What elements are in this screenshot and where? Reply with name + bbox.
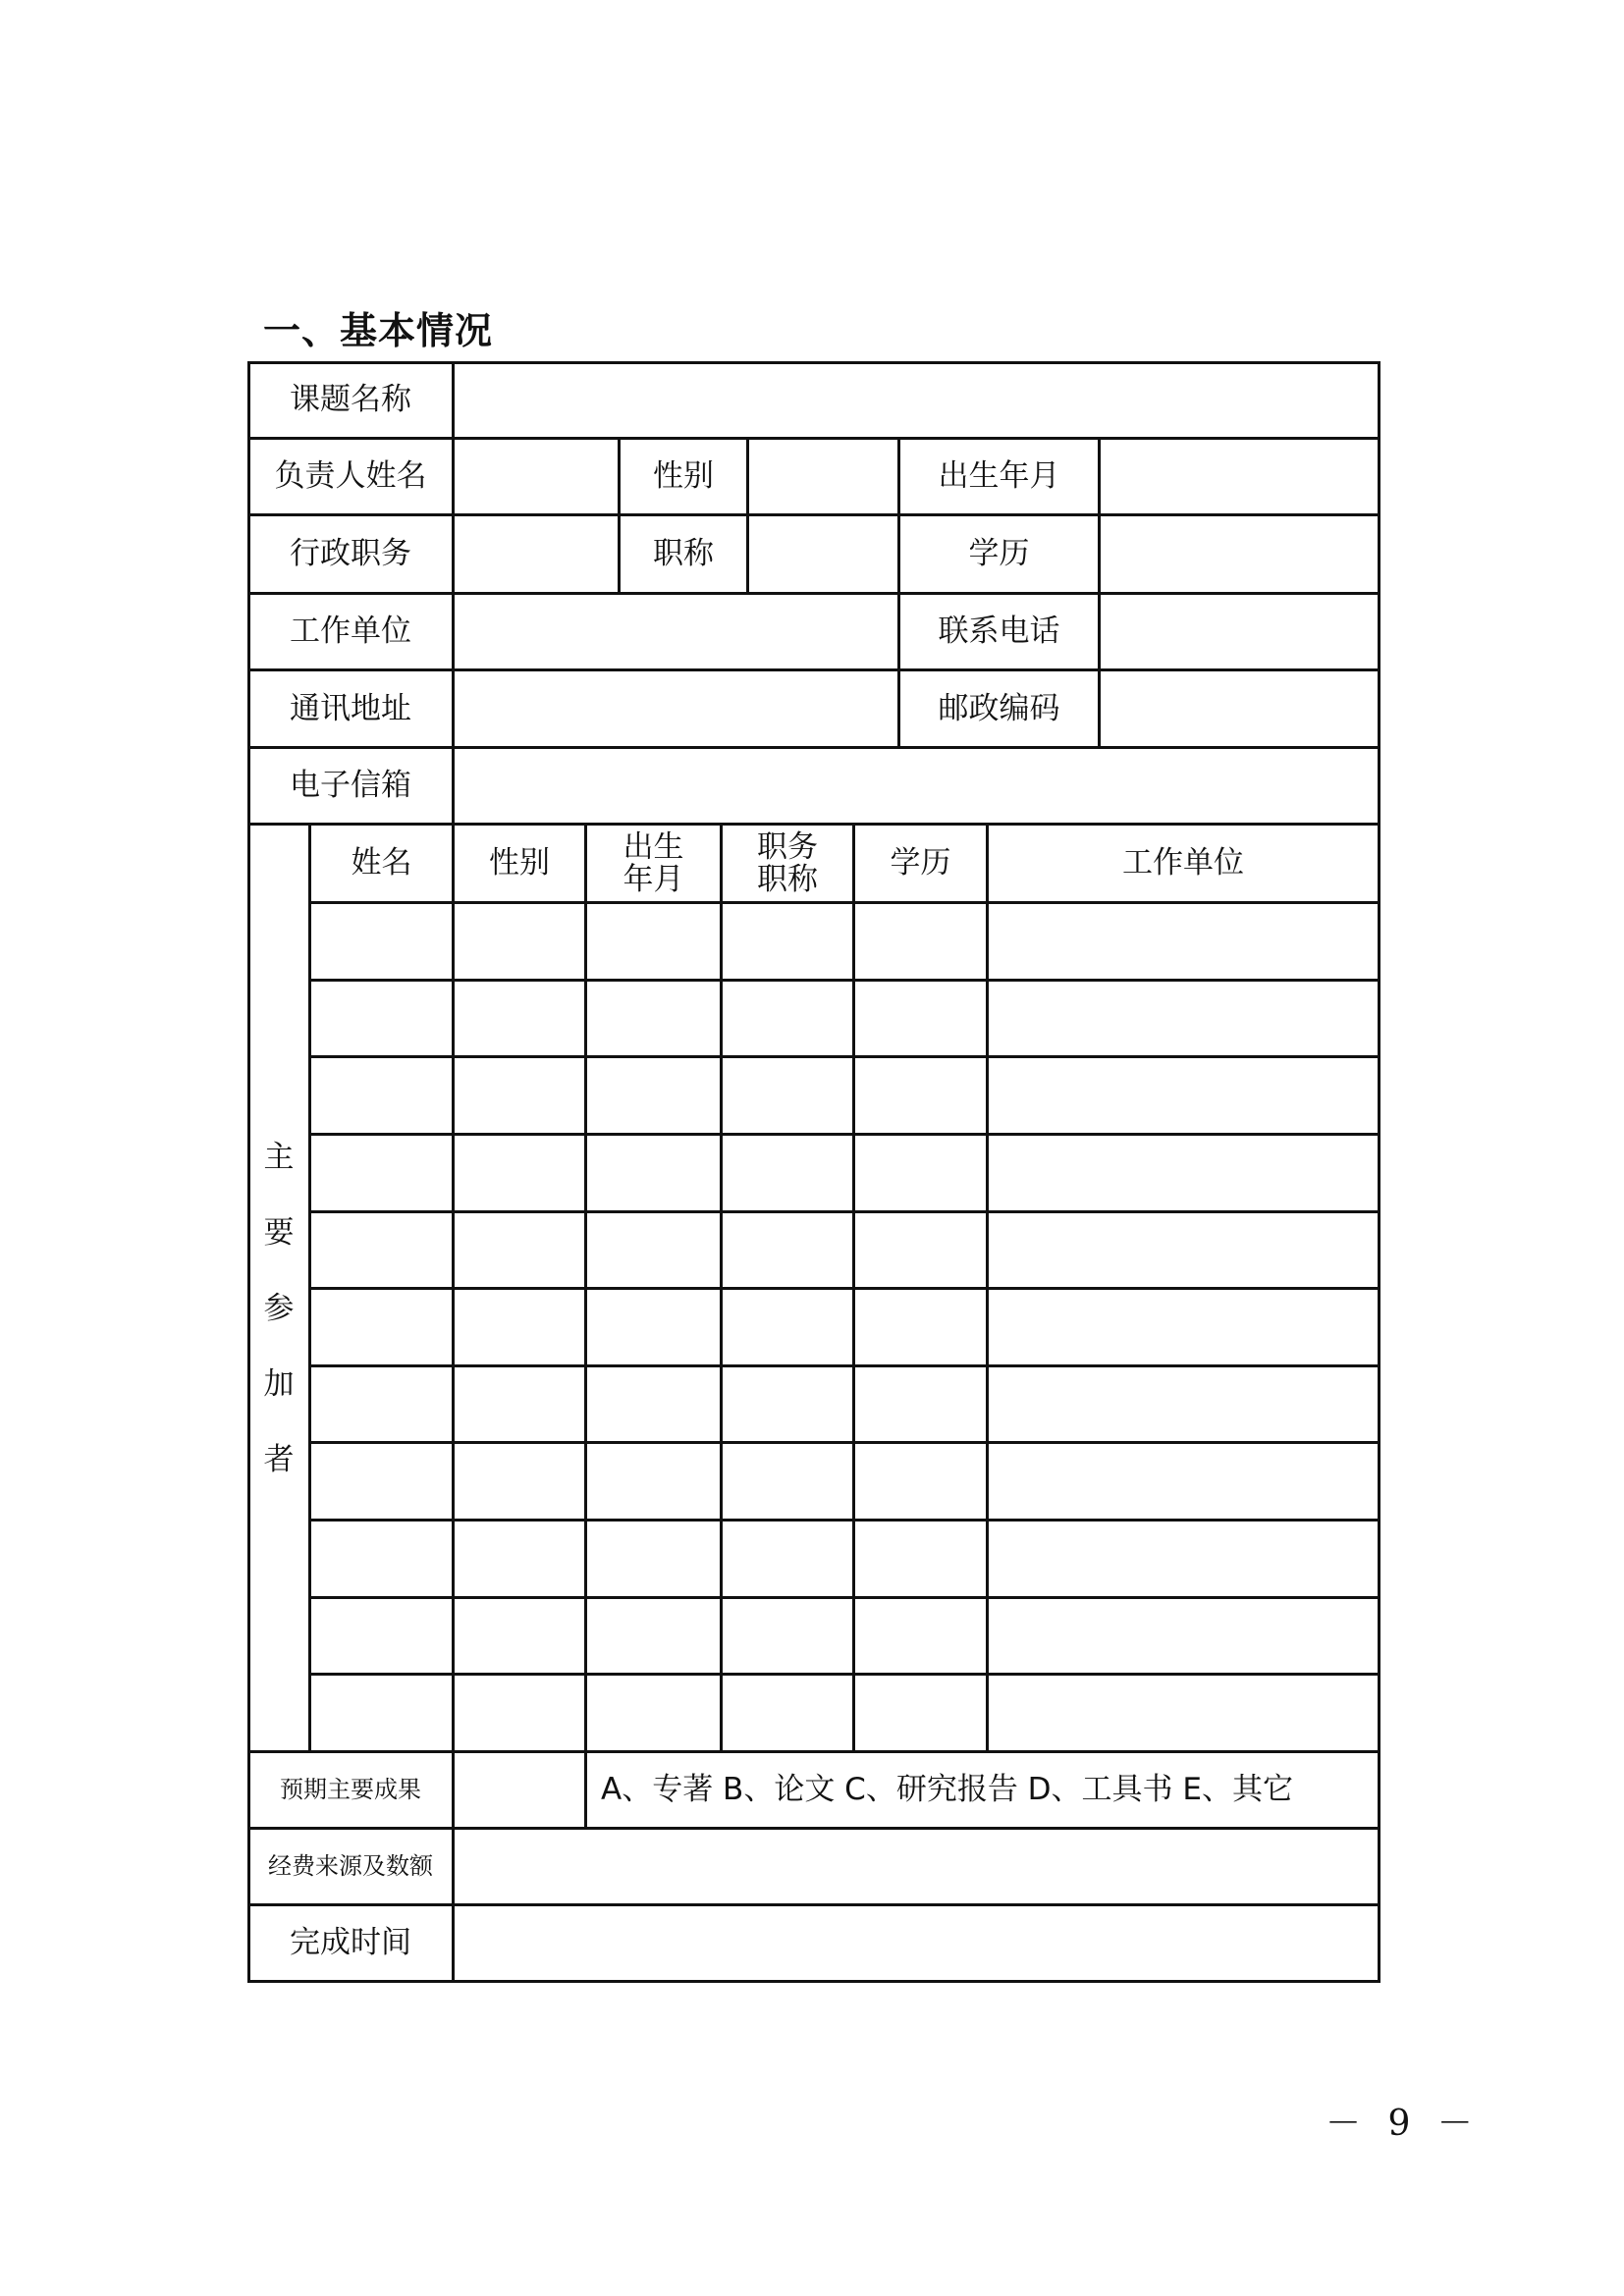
label-admin-post: 行政职务 — [247, 514, 454, 594]
participant-cell-education[interactable] — [853, 980, 988, 1057]
participant-cell-work-unit[interactable] — [987, 1597, 1380, 1675]
participant-cell-birth[interactable] — [585, 1365, 722, 1443]
participant-cell-education[interactable] — [853, 1365, 988, 1443]
participant-cell-education[interactable] — [853, 1211, 988, 1289]
participant-cell-work-unit[interactable] — [987, 1520, 1380, 1598]
participant-cell-gender[interactable] — [453, 1134, 586, 1212]
address-field[interactable] — [453, 669, 899, 748]
participant-cell-gender[interactable] — [453, 1211, 586, 1289]
side-label-char: 要 — [263, 1215, 295, 1251]
title-field[interactable] — [747, 514, 899, 594]
participant-cell-gender[interactable] — [453, 1520, 586, 1598]
participant-cell-birth[interactable] — [585, 1056, 722, 1135]
participant-cell-gender[interactable] — [453, 902, 586, 981]
outcome-options: A、专著 B、论文 C、研究报告 D、工具书 E、其它 — [585, 1751, 1380, 1829]
participants-header-work-unit: 工作单位 — [987, 824, 1380, 903]
participant-cell-name[interactable] — [309, 902, 454, 981]
side-label-char: 者 — [263, 1442, 295, 1477]
postcode-field[interactable] — [1099, 669, 1380, 748]
participant-cell-name[interactable] — [309, 1134, 454, 1212]
participant-cell-gender[interactable] — [453, 1674, 586, 1752]
label-email: 电子信箱 — [247, 747, 454, 825]
participant-cell-gender[interactable] — [453, 1288, 586, 1366]
participant-cell-gender[interactable] — [453, 1056, 586, 1135]
participant-cell-birth[interactable] — [585, 1674, 722, 1752]
participant-cell-name[interactable] — [309, 1520, 454, 1598]
participant-cell-name[interactable] — [309, 1288, 454, 1366]
participant-cell-name[interactable] — [309, 1442, 454, 1521]
participant-cell-name[interactable] — [309, 1674, 454, 1752]
participant-cell-work-unit[interactable] — [987, 1134, 1380, 1212]
gender-field[interactable] — [747, 438, 899, 515]
participant-cell-gender[interactable] — [453, 980, 586, 1057]
participant-cell-work-unit[interactable] — [987, 980, 1380, 1057]
participant-cell-gender[interactable] — [453, 1365, 586, 1443]
participant-cell-post-title[interactable] — [721, 1211, 854, 1289]
participant-cell-work-unit[interactable] — [987, 1056, 1380, 1135]
funding-field[interactable] — [453, 1828, 1380, 1905]
participants-header-post-title — [721, 824, 854, 903]
participant-cell-birth[interactable] — [585, 980, 722, 1057]
label-gender: 性别 — [619, 438, 748, 515]
participant-cell-post-title[interactable] — [721, 1056, 854, 1135]
participant-cell-post-title[interactable] — [721, 1134, 854, 1212]
participant-cell-birth[interactable] — [585, 1597, 722, 1675]
participant-cell-birth[interactable] — [585, 1134, 722, 1212]
education-field[interactable] — [1099, 514, 1380, 594]
header-label-line: 职务 — [757, 828, 818, 865]
participant-cell-gender[interactable] — [453, 1442, 586, 1521]
participant-cell-post-title[interactable] — [721, 1442, 854, 1521]
participant-cell-birth[interactable] — [585, 1520, 722, 1598]
expected-outcome-choice-field[interactable] — [453, 1751, 586, 1829]
completion-time-field[interactable] — [453, 1904, 1380, 1982]
admin-post-field[interactable] — [453, 514, 620, 594]
label-work-unit: 工作单位 — [247, 593, 454, 670]
participant-cell-work-unit[interactable] — [987, 1674, 1380, 1752]
topic-name-field[interactable] — [453, 361, 1380, 439]
participant-cell-post-title[interactable] — [721, 1597, 854, 1675]
participants-header-education: 学历 — [853, 824, 988, 903]
label-phone: 联系电话 — [898, 593, 1100, 670]
section-title: 一、基本情况 — [263, 308, 494, 352]
label-leader-name: 负责人姓名 — [247, 438, 454, 515]
participant-cell-name[interactable] — [309, 1597, 454, 1675]
participant-cell-education[interactable] — [853, 1288, 988, 1366]
birth-field[interactable] — [1099, 438, 1380, 515]
participant-cell-birth[interactable] — [585, 1288, 722, 1366]
participant-cell-post-title[interactable] — [721, 1365, 854, 1443]
side-label-char: 加 — [263, 1366, 295, 1402]
participant-cell-education[interactable] — [853, 1442, 988, 1521]
label-expected-outcomes: 预期主要成果 — [247, 1751, 454, 1829]
participant-cell-name[interactable] — [309, 1056, 454, 1135]
participant-cell-name[interactable] — [309, 1365, 454, 1443]
participants-side-label — [247, 824, 310, 1752]
side-label-char: 主 — [263, 1140, 295, 1175]
label-completion-time: 完成时间 — [247, 1904, 454, 1982]
leader-name-field[interactable] — [453, 438, 620, 515]
participant-cell-post-title[interactable] — [721, 1674, 854, 1752]
participant-cell-birth[interactable] — [585, 902, 722, 981]
participant-cell-education[interactable] — [853, 1134, 988, 1212]
phone-field[interactable] — [1099, 593, 1380, 670]
label-postcode: 邮政编码 — [898, 669, 1100, 748]
email-field[interactable] — [453, 747, 1380, 825]
participant-cell-education[interactable] — [853, 902, 988, 981]
label-birth: 出生年月 — [898, 438, 1100, 515]
participant-cell-name[interactable] — [309, 980, 454, 1057]
participant-cell-work-unit[interactable] — [987, 1442, 1380, 1521]
participant-cell-work-unit[interactable] — [987, 1288, 1380, 1366]
participant-cell-birth[interactable] — [585, 1442, 722, 1521]
participant-cell-education[interactable] — [853, 1597, 988, 1675]
header-label-line: 年月 — [623, 861, 684, 897]
label-topic-name: 课题名称 — [247, 361, 454, 439]
participant-cell-post-title[interactable] — [721, 1288, 854, 1366]
label-education: 学历 — [898, 514, 1100, 594]
participant-cell-post-title[interactable] — [721, 902, 854, 981]
participant-cell-work-unit[interactable] — [987, 1365, 1380, 1443]
participant-cell-education[interactable] — [853, 1056, 988, 1135]
participants-header-name: 姓名 — [309, 824, 454, 903]
participant-cell-education[interactable] — [853, 1520, 988, 1598]
participant-cell-post-title[interactable] — [721, 980, 854, 1057]
participant-cell-education[interactable] — [853, 1674, 988, 1752]
participant-cell-gender[interactable] — [453, 1597, 586, 1675]
participants-header-gender: 性别 — [453, 824, 586, 903]
participant-cell-birth[interactable] — [585, 1211, 722, 1289]
participants-header-birth — [585, 824, 722, 903]
page-number: － 9 － — [1326, 2104, 1481, 2144]
participant-cell-name[interactable] — [309, 1211, 454, 1289]
label-address: 通讯地址 — [247, 669, 454, 748]
label-funding: 经费来源及数额 — [247, 1828, 454, 1905]
header-label-line: 出生 — [623, 828, 684, 865]
work-unit-field[interactable] — [453, 593, 899, 670]
label-title: 职称 — [619, 514, 748, 594]
participant-cell-work-unit[interactable] — [987, 1211, 1380, 1289]
side-label-char: 参 — [263, 1291, 295, 1326]
header-label-line: 职称 — [757, 861, 818, 897]
participant-cell-post-title[interactable] — [721, 1520, 854, 1598]
participant-cell-work-unit[interactable] — [987, 902, 1380, 981]
